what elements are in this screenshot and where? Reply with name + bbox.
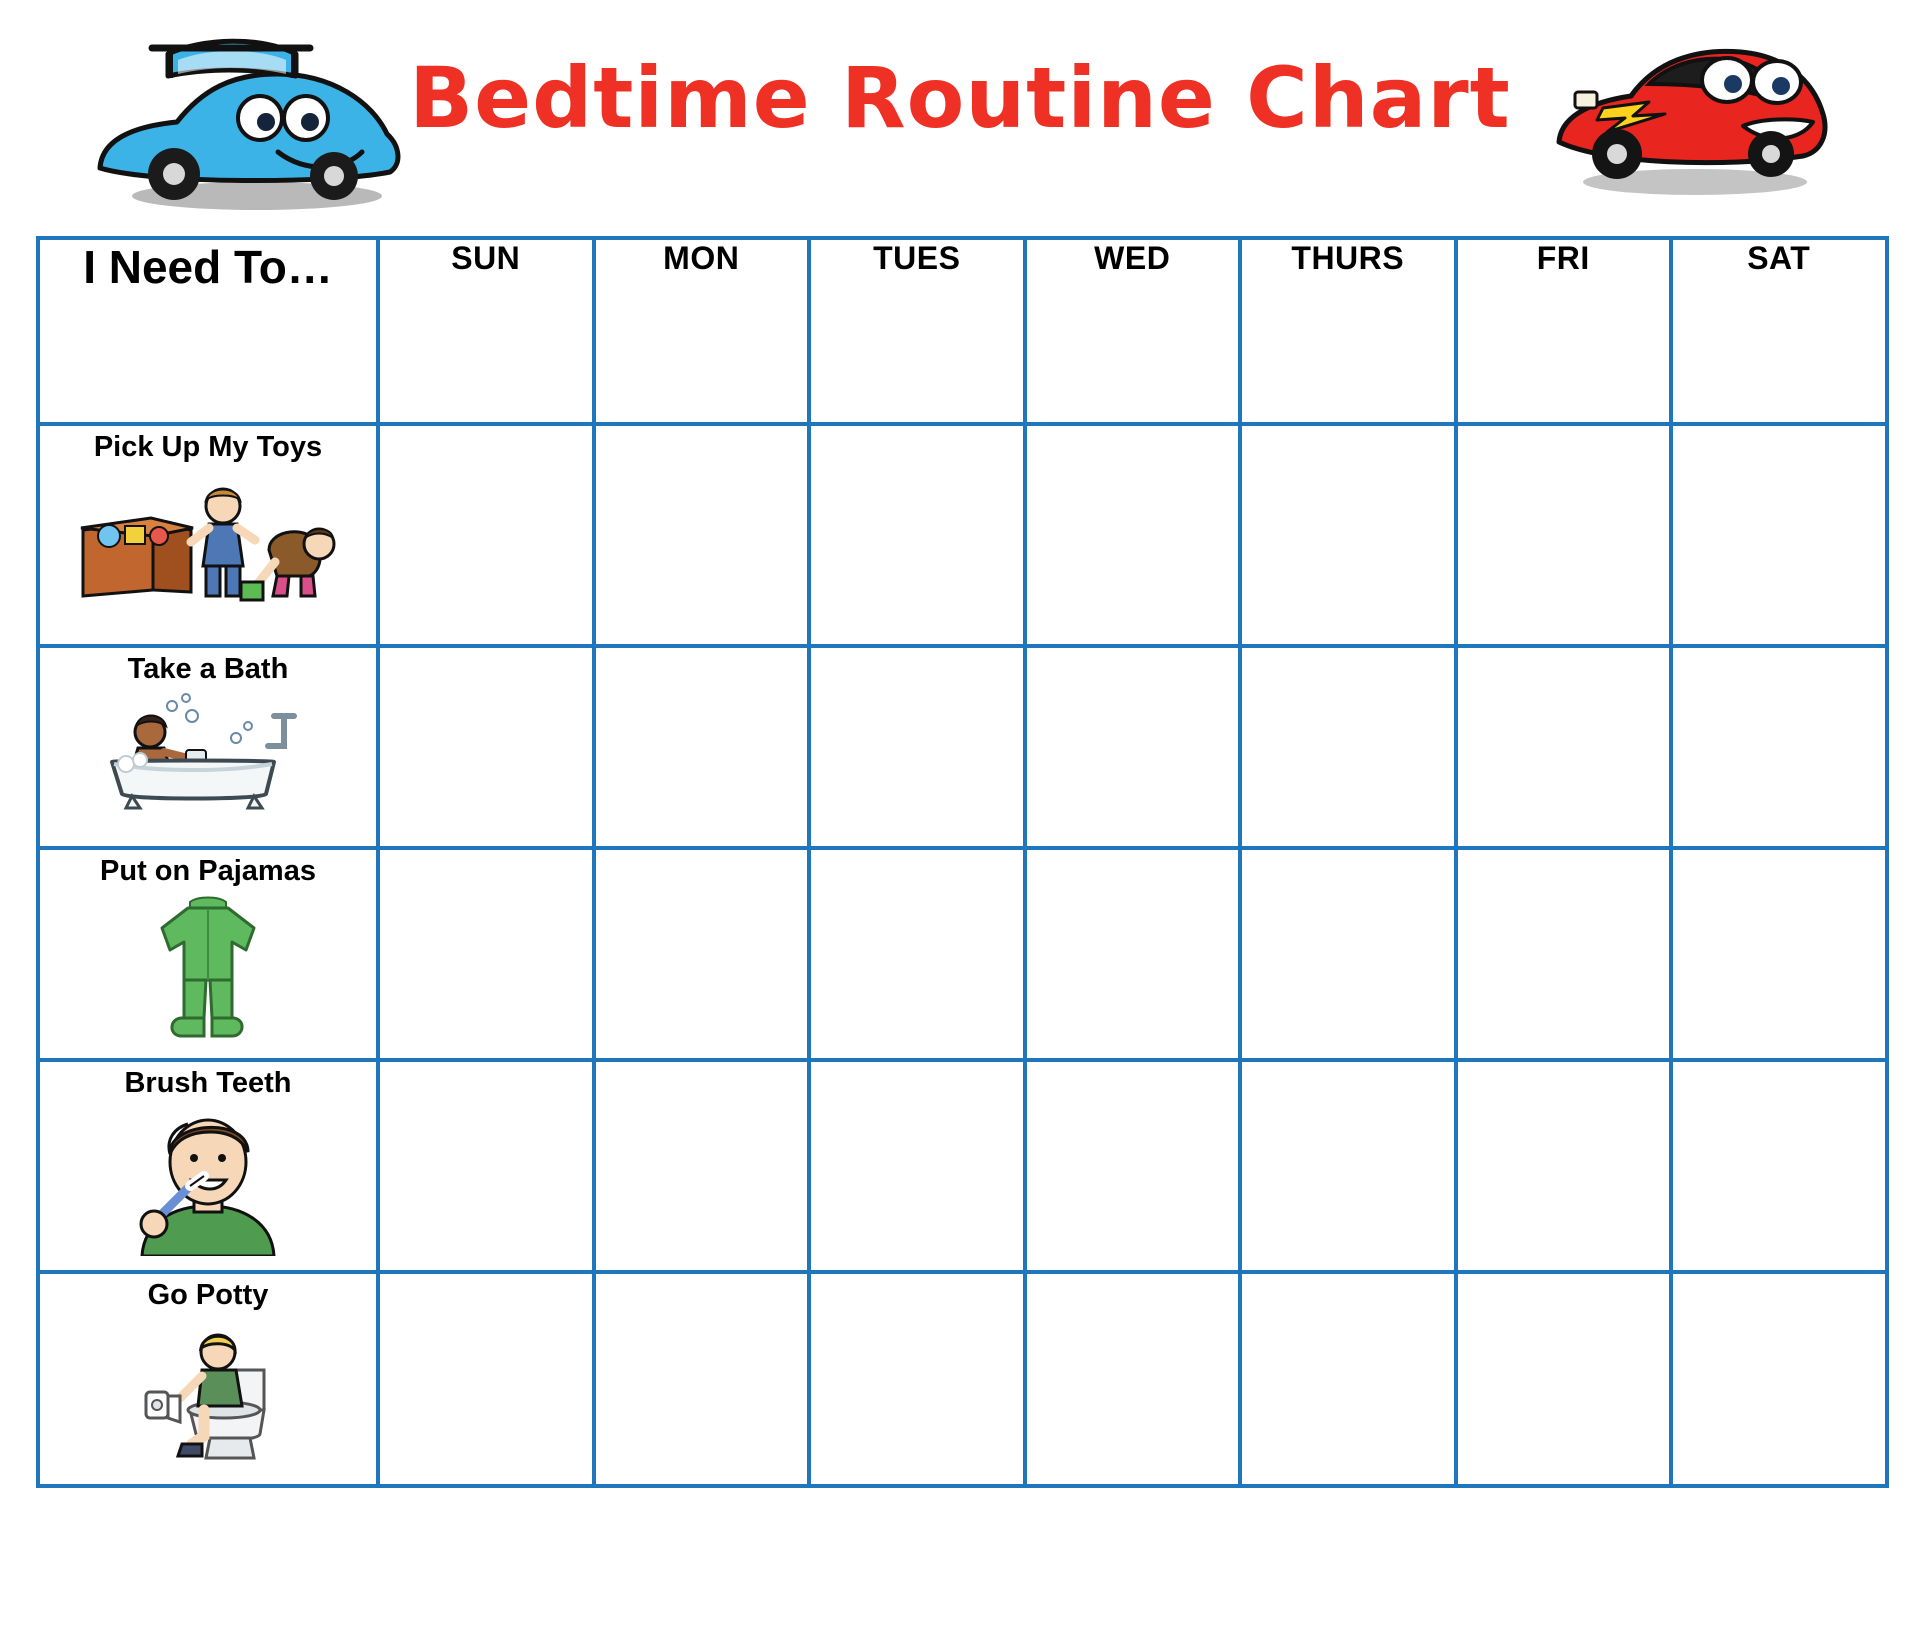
check-cell-potty-fri[interactable] bbox=[1456, 1272, 1672, 1486]
check-cell-toys-sun[interactable] bbox=[378, 424, 594, 646]
check-cell-potty-wed[interactable] bbox=[1025, 1272, 1241, 1486]
blue-cartoon-car-icon bbox=[82, 18, 412, 218]
check-cell-teeth-wed[interactable] bbox=[1025, 1060, 1241, 1272]
check-cell-pajamas-fri[interactable] bbox=[1456, 848, 1672, 1060]
routine-table bbox=[36, 236, 1889, 1488]
task-label: Brush Teeth bbox=[124, 1067, 292, 1099]
toy-box-children-icon bbox=[73, 470, 343, 610]
check-cell-toys-wed[interactable] bbox=[1025, 424, 1241, 646]
task-cell-go-potty bbox=[38, 1272, 378, 1486]
child-brushing-teeth-icon bbox=[118, 1106, 298, 1256]
check-cell-bath-sat[interactable] bbox=[1671, 646, 1887, 848]
check-cell-bath-wed[interactable] bbox=[1025, 646, 1241, 848]
check-cell-pajamas-mon[interactable] bbox=[594, 848, 810, 1060]
task-label: Put on Pajamas bbox=[100, 855, 316, 887]
task-cell-pick-up-my-toys bbox=[38, 424, 378, 646]
check-cell-pajamas-sun[interactable] bbox=[378, 848, 594, 1060]
task-cell-take-a-bath bbox=[38, 646, 378, 848]
check-cell-teeth-mon[interactable] bbox=[594, 1060, 810, 1272]
green-footed-pajamas-icon bbox=[128, 894, 288, 1044]
check-cell-pajamas-thurs[interactable] bbox=[1240, 848, 1456, 1060]
day-header-sun: SUN bbox=[378, 238, 594, 424]
table-header-row bbox=[38, 238, 1887, 424]
child-on-toilet-icon bbox=[118, 1318, 298, 1468]
check-cell-teeth-fri[interactable] bbox=[1456, 1060, 1672, 1272]
check-cell-pajamas-wed[interactable] bbox=[1025, 848, 1241, 1060]
check-cell-toys-fri[interactable] bbox=[1456, 424, 1672, 646]
check-cell-pajamas-sat[interactable] bbox=[1671, 848, 1887, 1060]
check-cell-teeth-sun[interactable] bbox=[378, 1060, 594, 1272]
check-cell-teeth-tues[interactable] bbox=[809, 1060, 1025, 1272]
check-cell-toys-mon[interactable] bbox=[594, 424, 810, 646]
table-row bbox=[38, 424, 1887, 646]
day-header-fri: FRI bbox=[1456, 238, 1672, 424]
check-cell-bath-mon[interactable] bbox=[594, 646, 810, 848]
table-row bbox=[38, 1060, 1887, 1272]
day-header-mon: MON bbox=[594, 238, 810, 424]
day-header-tues: TUES bbox=[809, 238, 1025, 424]
page-title: Bedtime Routine Chart bbox=[409, 49, 1511, 147]
check-cell-potty-sat[interactable] bbox=[1671, 1272, 1887, 1486]
check-cell-potty-mon[interactable] bbox=[594, 1272, 810, 1486]
check-cell-teeth-thurs[interactable] bbox=[1240, 1060, 1456, 1272]
task-label: Pick Up My Toys bbox=[93, 431, 323, 463]
table-row bbox=[38, 1272, 1887, 1486]
day-header-thurs: THURS bbox=[1240, 238, 1456, 424]
task-cell-brush-teeth bbox=[38, 1060, 378, 1272]
check-cell-toys-tues[interactable] bbox=[809, 424, 1025, 646]
task-label: Go Potty bbox=[147, 1279, 269, 1311]
day-header-sat: SAT bbox=[1671, 238, 1887, 424]
check-cell-bath-tues[interactable] bbox=[809, 646, 1025, 848]
task-column-header: I Need To… bbox=[38, 238, 378, 424]
routine-table-wrapper bbox=[36, 236, 1884, 1488]
child-in-bathtub-icon bbox=[88, 692, 328, 812]
check-cell-teeth-sat[interactable] bbox=[1671, 1060, 1887, 1272]
task-label: Take a Bath bbox=[127, 653, 289, 685]
check-cell-toys-thurs[interactable] bbox=[1240, 424, 1456, 646]
day-header-wed: WED bbox=[1025, 238, 1241, 424]
chart-header bbox=[0, 0, 1920, 232]
check-cell-pajamas-tues[interactable] bbox=[809, 848, 1025, 1060]
check-cell-potty-sun[interactable] bbox=[378, 1272, 594, 1486]
check-cell-potty-tues[interactable] bbox=[809, 1272, 1025, 1486]
table-row bbox=[38, 848, 1887, 1060]
table-row bbox=[38, 646, 1887, 848]
task-cell-put-on-pajamas bbox=[38, 848, 378, 1060]
check-cell-potty-thurs[interactable] bbox=[1240, 1272, 1456, 1486]
check-cell-toys-sat[interactable] bbox=[1671, 424, 1887, 646]
red-cartoon-race-car-icon bbox=[1545, 22, 1835, 202]
check-cell-bath-thurs[interactable] bbox=[1240, 646, 1456, 848]
check-cell-bath-fri[interactable] bbox=[1456, 646, 1672, 848]
check-cell-bath-sun[interactable] bbox=[378, 646, 594, 848]
